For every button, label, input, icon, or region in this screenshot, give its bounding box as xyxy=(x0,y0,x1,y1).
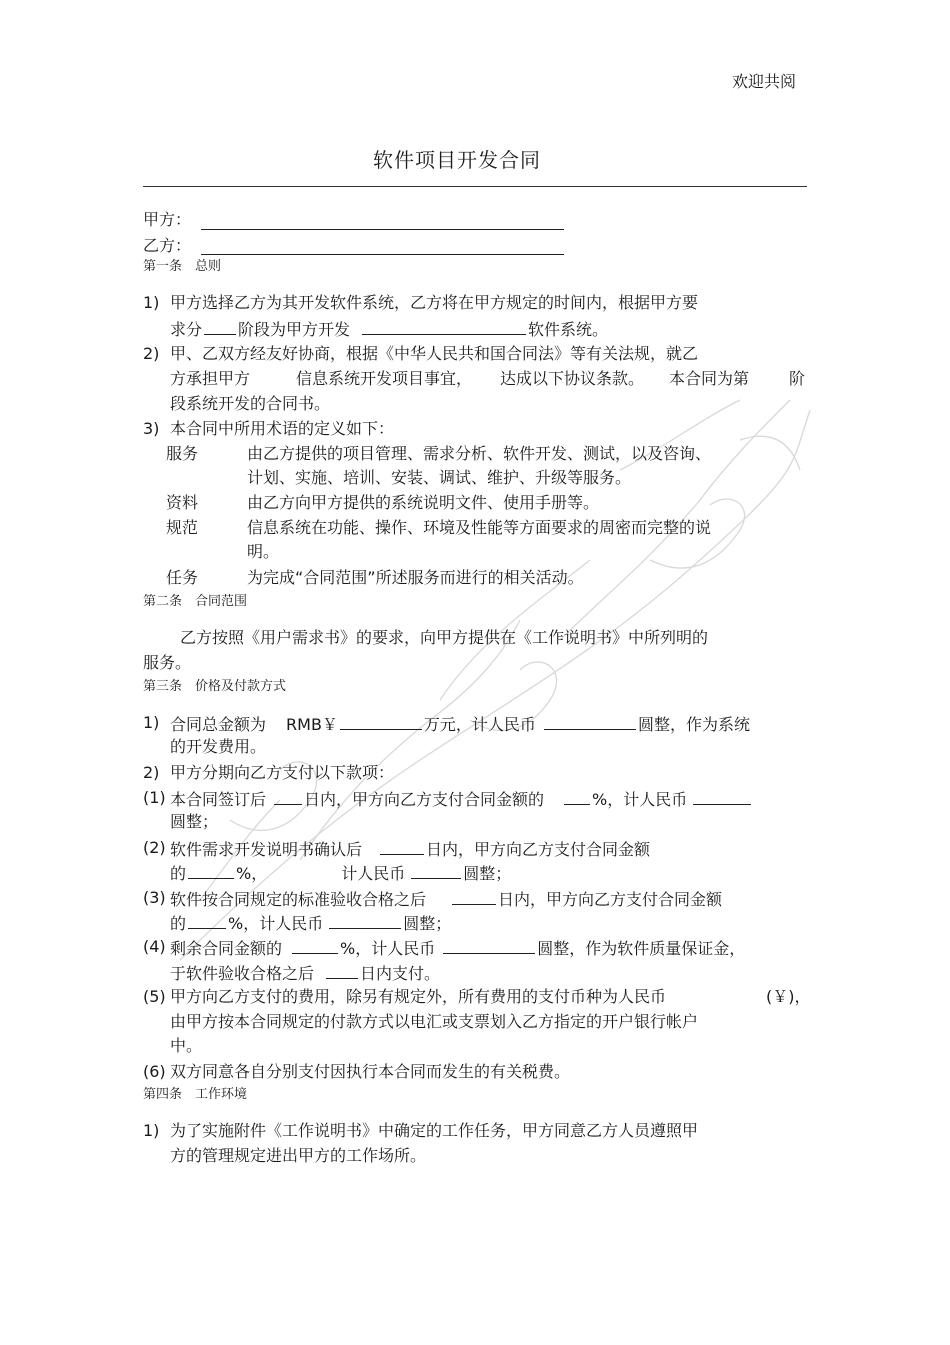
art3-item1-num: 1) xyxy=(143,713,160,732)
payment-1-line1 xyxy=(170,786,753,812)
art1-item3-num: 3) xyxy=(143,419,160,438)
art1-item2-seg-a: 方承担甲方 xyxy=(170,369,251,388)
payment-2-seg-2d: 圆整； xyxy=(463,864,512,883)
art3-item1-line2: 的开发费用。 xyxy=(170,737,267,756)
art1-item1-line2 xyxy=(170,316,608,342)
document-title: 软件项目开发合同 xyxy=(373,148,541,172)
payment-4-seg-2a: 于软件验收合格之后 xyxy=(170,964,315,983)
def-term: 资料 xyxy=(166,493,199,512)
def-text: 由乙方提供的项目管理、需求分析、软件开发、测试，以及咨询、 xyxy=(247,444,712,463)
art3-item1-seg-b: RMB￥ xyxy=(286,715,338,734)
def-term: 任务 xyxy=(166,568,199,587)
blank-total-amount xyxy=(340,711,422,730)
def-text: 明。 xyxy=(247,542,280,561)
blank-p2-days xyxy=(380,836,424,855)
art1-item3-line1: 本合同中所用术语的定义如下： xyxy=(170,419,395,438)
def-term: 规范 xyxy=(166,518,199,537)
art3-item2-num: 2) xyxy=(143,763,160,782)
payment-3-line2 xyxy=(170,910,451,936)
blank-p1-rmb xyxy=(693,786,751,805)
blank-p3-days xyxy=(452,886,496,905)
blank-system-name xyxy=(362,316,526,335)
blank-stages xyxy=(204,316,236,335)
payment-4-seg-2b: 日内支付。 xyxy=(360,964,441,983)
payment-1-num: (1) xyxy=(143,788,166,807)
payment-5-line2: 由甲方按本合同规定的付款方式以电汇或支票划入乙方指定的开户银行帐户 xyxy=(170,1012,699,1031)
payment-2-line1 xyxy=(170,836,650,862)
art4-item1-line1: 为了实施附件《工作说明书》中确定的工作任务，甲方同意乙方人员遵照甲 xyxy=(170,1121,699,1140)
payment-2-seg-2c: 计人民币 xyxy=(341,864,406,883)
blank-total-rmb xyxy=(544,711,636,730)
article-1-heading: 第一条 总则 xyxy=(143,259,222,274)
payment-2-seg-a: 软件需求开发说明书确认后 xyxy=(170,840,363,859)
payment-2-seg-2b: %， xyxy=(236,864,268,883)
art3-item1-line1 xyxy=(170,711,750,737)
payment-4-line2 xyxy=(170,960,440,986)
payment-1-seg-a: 本合同签订后 xyxy=(170,790,267,809)
payment-1-seg-b: 日内，甲方向乙方支付合同金额的 xyxy=(304,790,545,809)
art2-line2: 服务。 xyxy=(143,653,192,672)
art1-item2-seg-c: 达成以下协议条款。 xyxy=(500,369,645,388)
payment-2-num: (2) xyxy=(143,838,166,857)
payment-2-seg-2a: 的 xyxy=(170,864,187,883)
payment-1-seg-c: %，计人民币 xyxy=(592,790,688,809)
article-2-heading: 第二条 合同范围 xyxy=(143,594,248,609)
payment-5-seg-a: 甲方向乙方支付的费用，除另有规定外，所有费用的支付币种为人民币 xyxy=(170,987,667,1006)
def-text: 计划、实施、培训、安装、调试、维护、升级等服务。 xyxy=(247,468,632,487)
art1-item1-line1: 甲方选择乙方为其开发软件系统，乙方将在甲方规定的时间内，根据甲方要 xyxy=(170,293,699,312)
title-divider xyxy=(143,186,807,187)
blank-p1-percent xyxy=(564,786,590,805)
blank-p4-percent xyxy=(292,935,338,954)
blank-p3-percent xyxy=(188,910,226,929)
art1-item2-seg-d: 本合同为第 xyxy=(669,369,750,388)
payment-2-seg-b: 日内，甲方向乙方支付合同金额 xyxy=(426,840,651,859)
art1-item1-num: 1) xyxy=(143,293,160,312)
payment-3-line1 xyxy=(170,886,722,912)
art3-item1-seg-a: 合同总金额为 xyxy=(170,715,267,734)
blank-p3-rmb xyxy=(329,910,401,929)
art3-item1-seg-d: 圆整，作为系统 xyxy=(637,715,750,734)
header-note: 欢迎共阅 xyxy=(732,72,797,91)
art1-item1-seg-c: 软件系统。 xyxy=(528,320,609,339)
payment-4-line1 xyxy=(170,935,745,961)
payment-3-seg-2c: 圆整； xyxy=(403,914,452,933)
payment-3-seg-2a: 的 xyxy=(170,914,187,933)
payment-4-seg-b: %，计人民币 xyxy=(340,939,436,958)
payment-6-num: (6) xyxy=(143,1062,166,1081)
art1-item2-num: 2) xyxy=(143,344,160,363)
art1-item1-seg-b: 阶段为甲方开发 xyxy=(238,320,351,339)
art4-item1-num: 1) xyxy=(143,1121,160,1140)
payment-2-line2 xyxy=(170,860,511,886)
payment-5-seg-b: (￥)， xyxy=(766,987,811,1006)
art1-item2-line1: 甲、乙双方经友好协商，根据《中华人民共和国合同法》等有关法规，就乙 xyxy=(170,344,699,363)
party-a-label: 甲方： xyxy=(143,210,192,229)
party-b-blank xyxy=(201,254,564,255)
art3-item2-line1: 甲方分期向乙方支付以下款项： xyxy=(170,763,395,782)
art1-item2-seg-b: 信息系统开发项目事宜， xyxy=(296,369,473,388)
art1-item2-line3: 段系统开发的合同书。 xyxy=(170,394,331,413)
blank-p4-rmb xyxy=(443,935,535,954)
payment-6-line1: 双方同意各自分别支付因执行本合同而发生的有关税费。 xyxy=(170,1062,571,1081)
def-term: 服务 xyxy=(166,444,199,463)
art4-item1-line2: 方的管理规定进出甲方的工作场所。 xyxy=(170,1146,427,1165)
art1-item1-seg-a: 求分 xyxy=(170,320,203,339)
blank-p1-days xyxy=(274,786,302,805)
payment-3-seg-a: 软件按合同规定的标准验收合格之后 xyxy=(170,890,427,909)
article-4-heading: 第四条 工作环境 xyxy=(143,1087,248,1102)
payment-3-seg-2b: %，计人民币 xyxy=(228,914,324,933)
def-text: 信息系统在功能、操作、环境及性能等方面要求的周密而完整的说 xyxy=(247,518,712,537)
payment-3-seg-b: 日内，甲方向乙方支付合同金额 xyxy=(498,890,723,909)
payment-4-seg-c: 圆整，作为软件质量保证金， xyxy=(537,939,746,958)
party-a-blank xyxy=(201,229,564,230)
art3-item1-seg-c: 万元，计人民币 xyxy=(423,715,536,734)
blank-p2-percent xyxy=(188,860,234,879)
article-3-heading: 第三条 价格及付款方式 xyxy=(143,679,287,694)
payment-5-line3: 中。 xyxy=(170,1036,203,1055)
blank-p2-rmb xyxy=(411,860,461,879)
payment-3-num: (3) xyxy=(143,888,166,907)
payment-4-num: (4) xyxy=(143,937,166,956)
def-text: 为完成“合同范围”所述服务而进行的相关活动。 xyxy=(247,568,584,587)
art2-line1: 乙方按照《用户需求书》的要求，向甲方提供在《工作说明书》中所列明的 xyxy=(180,628,709,647)
def-text: 由乙方向甲方提供的系统说明文件、使用手册等。 xyxy=(247,493,600,512)
payment-4-seg-a: 剩余合同金额的 xyxy=(170,939,283,958)
blank-p4-days xyxy=(326,960,358,979)
payment-5-num: (5) xyxy=(143,987,166,1006)
party-b-label: 乙方： xyxy=(143,236,192,255)
art1-item2-seg-e: 阶 xyxy=(789,369,806,388)
payment-1-line2: 圆整； xyxy=(170,812,219,831)
